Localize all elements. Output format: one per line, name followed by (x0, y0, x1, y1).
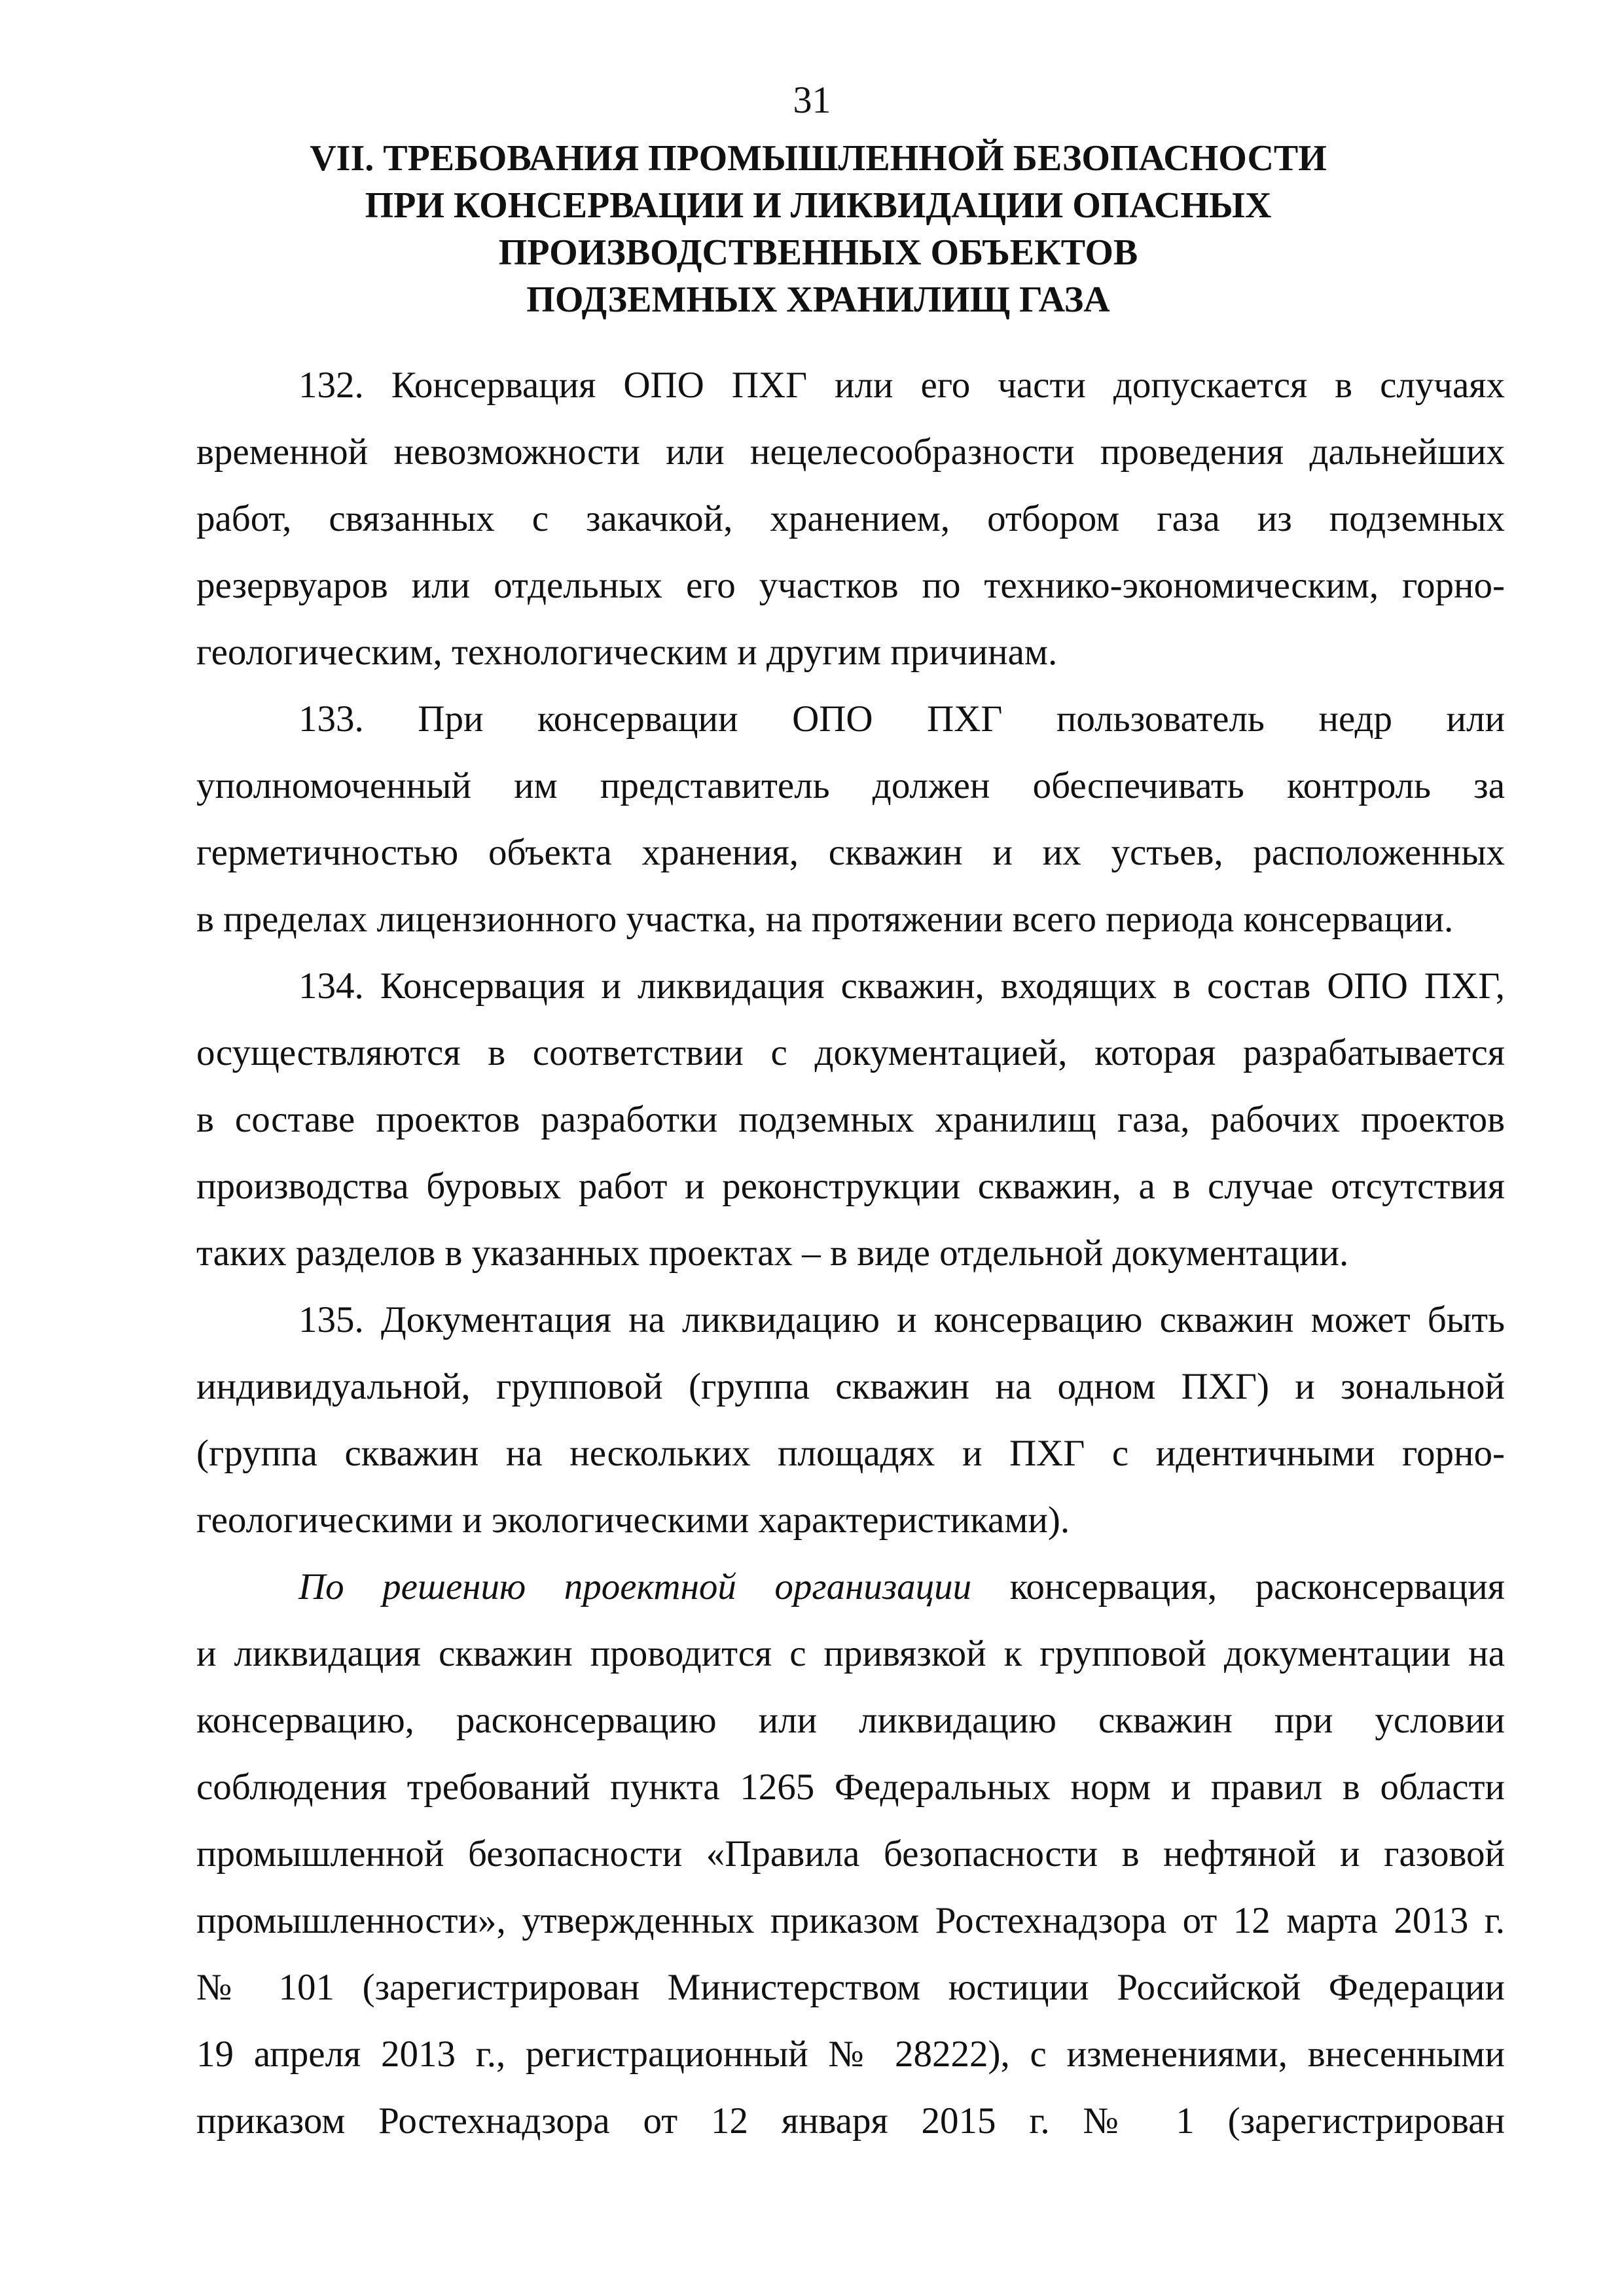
text-line: герметичностью объекта хранения, скважин и их устьев, расположенных (196, 832, 1505, 873)
text-line: таких разделов в указанных проектах – в виде отдельной документации. (196, 1232, 1349, 1274)
text-line: в составе проектов разработки подземных хранилищ газа, рабочих проектов (196, 1099, 1505, 1140)
text-line: консервацию, расконсервацию или ликвидацию скважин при условии (196, 1700, 1505, 1741)
text-line: соблюдения требований пункта 1265 Федеральных норм и правил в области (196, 1767, 1505, 1808)
heading-line: ПОДЗЕМНЫХ ХРАНИЛИЩ ГАЗА (526, 279, 1110, 320)
text-line: резервуаров или отдельных его участков по технико-экономическим, горно- (196, 565, 1505, 606)
text-line: уполномоченный им представитель должен обеспечивать контроль за (196, 765, 1505, 806)
text-line: индивидуальной, групповой (группа скважин на одном ПХГ) и зональной (196, 1366, 1505, 1407)
word: решению (382, 1566, 526, 1607)
text-line: геологическим, технологическим и другим причинам. (196, 632, 1058, 673)
heading-line: VII. ТРЕБОВАНИЯ ПРОМЫШЛЕННОЙ БЕЗОПАСНОСТИ (310, 138, 1327, 179)
paragraph-134 (196, 953, 1505, 1287)
text-line: (группа скважин на нескольких площадях и ПХГ с идентичными горно- (196, 1433, 1505, 1474)
word: расконсервация (1255, 1566, 1505, 1607)
text-line: 133. При консервации ОПО ПХГ пользователь недр или (298, 698, 1505, 740)
text-line: приказом Ростехнадзора от 12 января 2015 г. № 1 (зарегистрирован (196, 2100, 1505, 2142)
section-heading (196, 135, 1440, 323)
text-line: промышленной безопасности «Правила безопасности в нефтяной и газовой (196, 1833, 1505, 1874)
text-line: 132. Консервация ОПО ПХГ или его части допускается в случаях (298, 365, 1505, 406)
text-line: осуществляются в соответствии с документацией, которая разрабатывается (196, 1032, 1505, 1073)
text-line: в пределах лицензионного участка, на протяжении всего периода консервации. (196, 899, 1454, 940)
text-line: 134. Консервация и ликвидация скважин, входящих в состав ОПО ПХГ, (298, 965, 1505, 1007)
document-body (196, 352, 1505, 2155)
text-line: № 101 (зарегистрирован Министерством юстиции Российской Федерации (196, 1967, 1505, 2008)
heading-line: ПРОИЗВОДСТВЕННЫХ ОБЪЕКТОВ (498, 232, 1138, 273)
text-line: и ликвидация скважин проводится с привязкой к групповой документации на (196, 1633, 1505, 1674)
paragraph-135 (196, 1287, 1505, 1554)
paragraph-decision (196, 1554, 1505, 2155)
text-line: геологическими и экологическими характеристиками). (196, 1499, 1070, 1541)
paragraph-133 (196, 686, 1505, 953)
text-line: работ, связанных с закачкой, хранением, отбором газа из подземных (196, 498, 1505, 539)
text-line: промышленности», утвержденных приказом Ростехнадзора от 12 марта 2013 г. (196, 1900, 1505, 1941)
text-line (196, 1554, 1505, 1621)
text-line: 19 апреля 2013 г., регистрационный № 28222), с изменениями, внесенными (196, 2034, 1505, 2075)
word: организации (774, 1566, 972, 1607)
text-line: производства буровых работ и реконструкции скважин, а в случае отсутствия (196, 1166, 1505, 1207)
word: По (298, 1566, 344, 1607)
page-number: 31 (793, 79, 831, 121)
word: проектной (564, 1566, 736, 1607)
word: консервация, (1009, 1566, 1218, 1607)
text-line: временной невозможности или нецелесообразности проведения дальнейших (196, 431, 1505, 473)
text-line: 135. Документация на ликвидацию и консервацию скважин может быть (298, 1299, 1505, 1340)
heading-line: ПРИ КОНСЕРВАЦИИ И ЛИКВИДАЦИИ ОПАСНЫХ (365, 185, 1272, 226)
paragraph-132 (196, 352, 1505, 686)
